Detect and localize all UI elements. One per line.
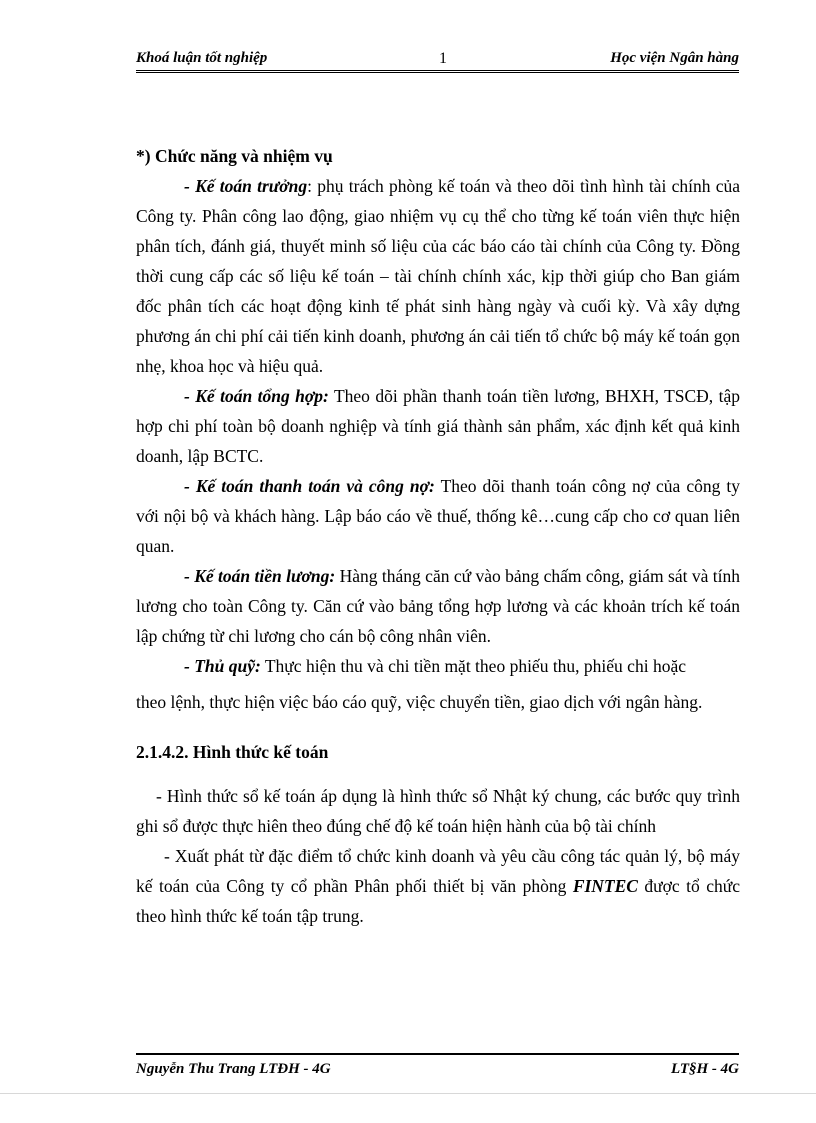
role-text: Theo dõi phần thanh toán tiền lương, BHXH, TSCĐ, tập hợp chi phí toàn bộ doanh nghiệp và tính giá thành sản phẩm, xác định kết quả kinh doanh, lập BCTC. [136, 386, 740, 466]
role-text: Hàng tháng căn cứ vào bảng chấm công, giám sát và tính lương cho toàn Công ty. Căn cứ vào bảng tổng hợp lương và các khoản trích kế toán lập chứng từ chi lương cho cán bộ công nhân viên. [136, 566, 740, 646]
role-text: Thực hiện thu và chi tiền mặt theo phiếu thu, phiếu chi hoặc [260, 656, 686, 676]
document-body [136, 141, 740, 931]
page-number: 1 [439, 50, 447, 67]
organization-text: - Xuất phát từ đặc điểm tổ chức kinh doanh và yêu cầu công tác quản lý, bộ máy kế toán của Công ty cổ phần Phân phối thiết bị văn phòng [136, 846, 740, 896]
header-left-title: Khoá luận tốt nghiệp [136, 50, 268, 66]
header-right-title: Học viện Ngân hàng [610, 50, 739, 66]
section-heading-accounting-form: 2.1.4.2. Hình thức kế toán [136, 742, 329, 762]
paragraph-payment-accountant [136, 471, 740, 561]
section-heading-functions: *) Chức năng và nhiệm vụ [136, 146, 333, 166]
page-header [136, 48, 739, 73]
paragraph-treasurer [136, 651, 740, 681]
paragraph-ledger-form: - Hình thức sổ kế toán áp dụng là hình thức sổ Nhật ký chung, các bước quy trình ghi sổ được thực hiên theo đúng chế độ kế toán hiện hành của bộ tài chính [136, 786, 740, 836]
role-title: - Kế toán tiền lương: [184, 566, 336, 586]
paragraph-chief-accountant [136, 171, 740, 381]
paragraph-organization [136, 841, 740, 931]
role-title: - Kế toán tổng hợp: [184, 386, 329, 406]
role-text: Theo dõi thanh toán công nợ của công ty với nội bộ và khách hàng. Lập báo cáo về thuế, thống kê…cung cấp cho cơ quan liên quan. [136, 476, 740, 556]
paragraph-payroll-accountant [136, 561, 740, 651]
role-title: - Kế toán thanh toán và công nợ: [184, 476, 435, 496]
organization-text-end: được tổ chức theo hình thức kế toán tập trung. [136, 876, 740, 926]
role-title: - Kế toán trưởng [184, 176, 308, 196]
page-footer [136, 1053, 739, 1078]
role-text: : phụ trách phòng kế toán và theo dõi tình hình tài chính của Công ty. Phân công lao động, giao nhiệm vụ cụ thể cho từng kế toán viên thực hiện phân tích, đánh giá, thuyết minh số liệu của các báo cáo tài chính của Công ty. Đồng thời cung cấp các số liệu kế toán – tài chính chính xác, kịp thời giúp cho Ban giám đốc phân tích các hoạt động kinh tế phát sinh hàng ngày và cuối kỳ. Và xây dựng phương án chi phí cải tiến kinh doanh, phương án cải tiến tổ chức bộ máy kế toán gọn nhẹ, khoa học và hiệu quả. [136, 176, 740, 376]
page-bottom-divider [0, 1093, 816, 1094]
footer-author: Nguyễn Thu Trang LTĐH - 4G [136, 1061, 331, 1077]
paragraph-treasurer-continued: theo lệnh, thực hiện việc báo cáo quỹ, việc chuyển tiền, giao dịch với ngân hàng. [136, 692, 703, 712]
footer-class: LT§H - 4G [670, 1061, 739, 1077]
role-title: - Thủ quỹ: [184, 656, 261, 676]
company-brand: FINTEC [572, 876, 638, 896]
paragraph-general-accountant [136, 381, 740, 471]
